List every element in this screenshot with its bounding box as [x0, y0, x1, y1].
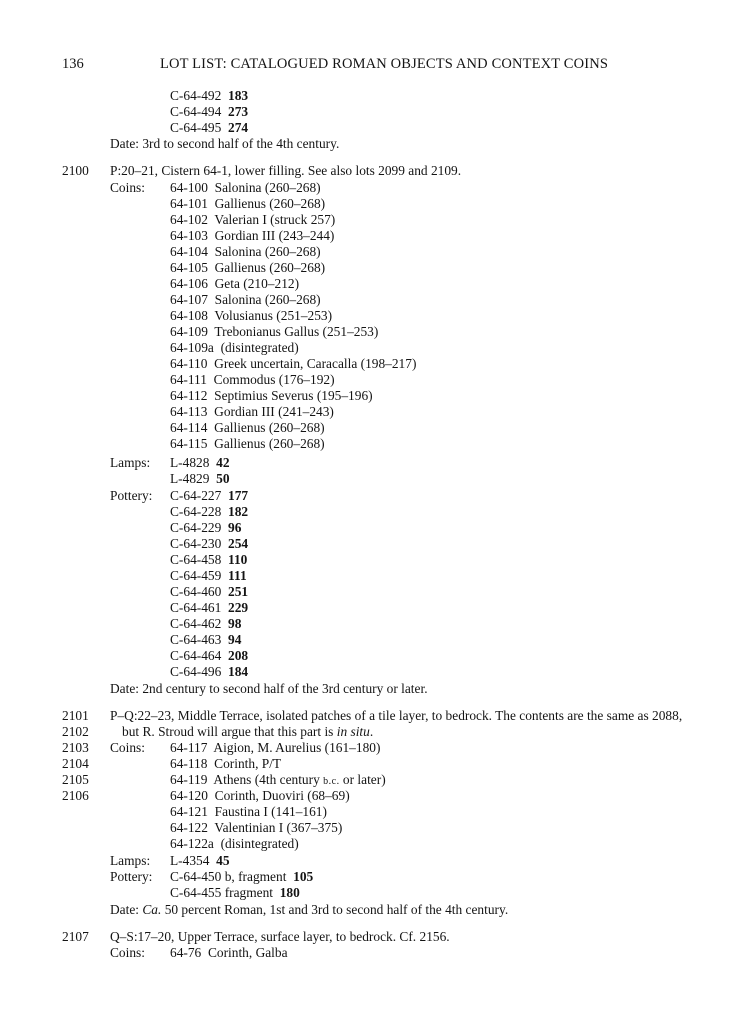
list-item: 64-105 Gallienus (260–268)	[170, 260, 326, 275]
list-item: 64-110 Greek uncertain, Caracalla (198–217)	[170, 356, 417, 371]
lot-number: 2105	[62, 772, 89, 787]
list-item: 64-112 Septimius Severus (195–196)	[170, 388, 373, 403]
pottery-label: Pottery:	[110, 869, 153, 884]
list-item: 64-101 Gallienus (260–268)	[170, 196, 326, 211]
coins-label: Coins:	[110, 180, 145, 195]
list-item: C-64-496 184	[170, 664, 249, 679]
lot-number: 2106	[62, 788, 89, 803]
list-item: 64-115 Gallienus (260–268)	[170, 436, 325, 451]
lot-description: P–Q:22–23, Middle Terrace, isolated patches of a tile layer, to bedrock. The contents are the same as 2088,	[110, 708, 683, 723]
pottery-label: Pottery:	[110, 488, 153, 503]
list-item: C-64-494 273	[170, 104, 249, 119]
coins-label: Coins:	[110, 945, 145, 960]
list-item: 64-102 Valerian I (struck 257)	[170, 212, 336, 227]
list-item: 64-106 Geta (210–212)	[170, 276, 300, 291]
lot-date: Date: Ca. 50 percent Roman, 1st and 3rd to second half of the 4th century.	[110, 902, 509, 917]
lamps-label: Lamps:	[110, 853, 151, 868]
list-item: C-64-461 229	[170, 600, 249, 615]
list-item: L-4829 50	[170, 471, 230, 486]
list-item: C-64-492 183	[170, 88, 249, 103]
list-item: C-64-464 208	[170, 648, 249, 663]
list-item: C-64-229 96	[170, 520, 242, 535]
lot-number: 2100	[62, 163, 89, 178]
lot-date: Date: 3rd to second half of the 4th century.	[110, 136, 340, 151]
list-item: C-64-495 274	[170, 120, 249, 135]
list-item: 64-107 Salonina (260–268)	[170, 292, 321, 307]
list-item: C-64-462 98	[170, 616, 242, 631]
list-item: C-64-230 254	[170, 536, 249, 551]
list-item: 64-122 Valentinian I (367–375)	[170, 820, 343, 835]
list-item: 64-100 Salonina (260–268)	[170, 180, 321, 195]
list-item: 64-117 Aigion, M. Aurelius (161–180)	[170, 740, 381, 755]
list-item: C-64-460 251	[170, 584, 249, 599]
running-title: LOT LIST: CATALOGUED ROMAN OBJECTS AND CONTEXT COINS	[160, 56, 609, 72]
list-item: 64-122a (disintegrated)	[170, 836, 299, 851]
list-item: 64-119 Athens (4th century b.c. or later)	[170, 772, 386, 787]
lot-number: 2107	[62, 929, 89, 944]
list-item: 64-118 Corinth, P/T	[170, 756, 282, 771]
list-item: L-4354 45	[170, 853, 230, 868]
lot-description: P:20–21, Cistern 64-1, lower filling. See also lots 2099 and 2109.	[110, 163, 462, 178]
list-item: 64-121 Faustina I (141–161)	[170, 804, 327, 819]
list-item: C-64-463 94	[170, 632, 242, 647]
list-item: C-64-458 110	[170, 552, 248, 567]
page-number: 136	[62, 56, 84, 72]
list-item: 64-103 Gordian III (243–244)	[170, 228, 335, 243]
lot-number: 2101	[62, 708, 89, 723]
list-item: 64-109 Trebonianus Gallus (251–253)	[170, 324, 379, 339]
list-item: 64-104 Salonina (260–268)	[170, 244, 321, 259]
lot-description: but R. Stroud will argue that this part is in situ.	[122, 724, 374, 739]
list-item: C-64-227 177	[170, 488, 249, 503]
lot-number: 2102	[62, 724, 89, 739]
list-item: C-64-450 b, fragment 105	[170, 869, 314, 884]
list-item: 64-113 Gordian III (241–243)	[170, 404, 334, 419]
list-item: 64-114 Gallienus (260–268)	[170, 420, 325, 435]
list-item: C-64-228 182	[170, 504, 249, 519]
list-item: 64-120 Corinth, Duoviri (68–69)	[170, 788, 350, 803]
list-item: 64-108 Volusianus (251–253)	[170, 308, 333, 323]
lot-date: Date: 2nd century to second half of the 3rd century or later.	[110, 681, 428, 696]
list-item: 64-109a (disintegrated)	[170, 340, 299, 355]
lot-number: 2104	[62, 756, 89, 771]
list-item: 64-111 Commodus (176–192)	[170, 372, 335, 387]
coins-label: Coins:	[110, 740, 145, 755]
list-item: 64-76 Corinth, Galba	[170, 945, 288, 960]
list-item: C-64-455 fragment 180	[170, 885, 300, 900]
lot-number: 2103	[62, 740, 89, 755]
lamps-label: Lamps:	[110, 455, 151, 470]
lot-description: Q–S:17–20, Upper Terrace, surface layer, to bedrock. Cf. 2156.	[110, 929, 450, 944]
list-item: L-4828 42	[170, 455, 230, 470]
list-item: C-64-459 111	[170, 568, 247, 583]
